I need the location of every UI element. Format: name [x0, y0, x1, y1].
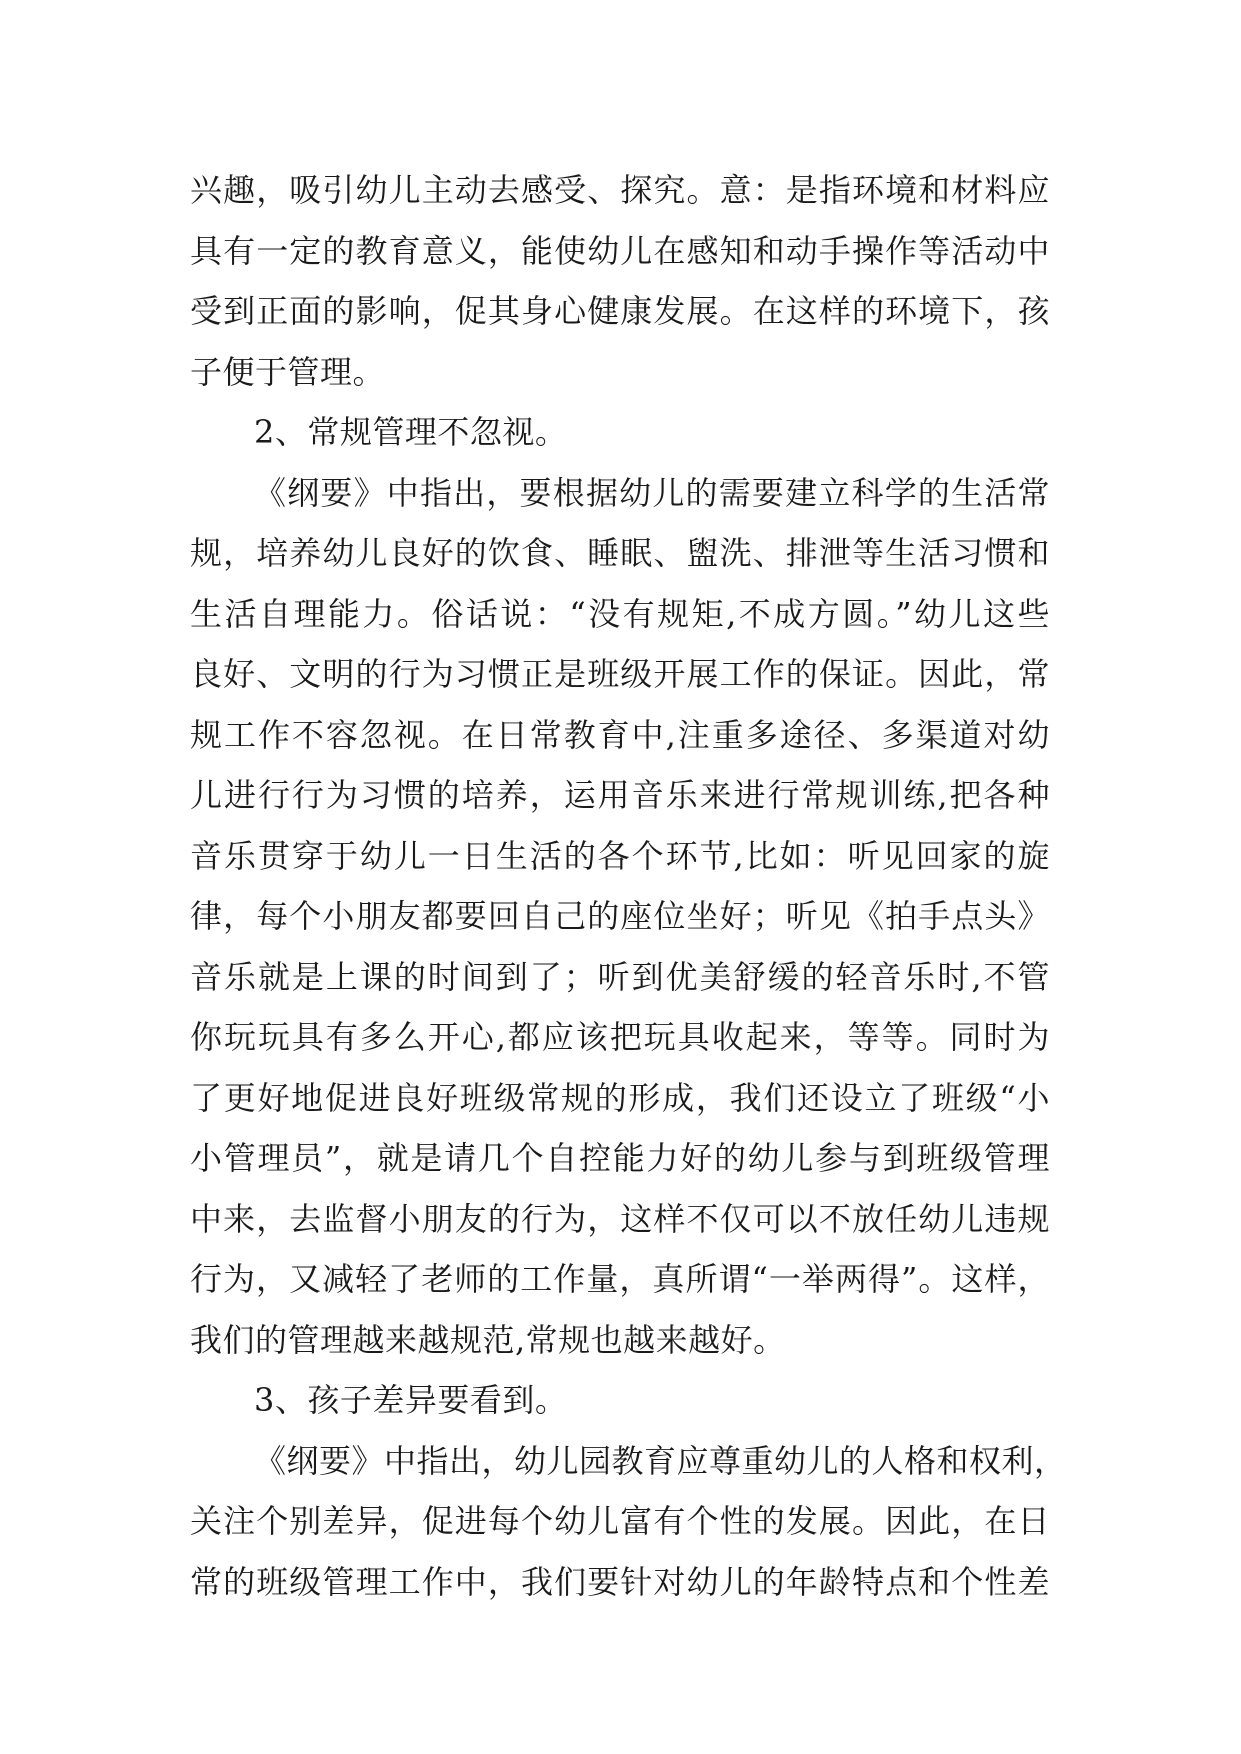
body-line: 音乐贯穿于幼儿一日生活的各个环节,比如：听见回家的旋: [190, 836, 1050, 875]
document-body: [190, 160, 1067, 1612]
body-line: 了更好地促进良好班级常规的形成，我们还设立了班级“小: [190, 1078, 1050, 1117]
body-line: 我们的管理越来越规范,常规也越来越好。: [190, 1320, 786, 1359]
body-line: 兴趣，吸引幼儿主动去感受、探究。意：是指环境和材料应: [190, 171, 1050, 209]
body-line: 你玩玩具有多么开心,都应该把玩具收起来，等等。同时为: [190, 1018, 1050, 1056]
body-line: 常的班级管理工作中，我们要针对幼儿的年龄特点和个性差: [190, 1562, 1050, 1601]
body-line: 关注个别差异，促进每个幼儿富有个性的发展。因此，在日: [190, 1502, 1050, 1540]
paragraph-first-line: 《纲要》中指出，幼儿园教育应尊重幼儿的人格和权利，: [254, 1441, 1067, 1480]
section-heading: 3、孩子差异要看到。: [254, 1381, 568, 1419]
paragraph-first-line: 《纲要》中指出，要根据幼儿的需要建立科学的生活常: [254, 473, 1050, 512]
body-line: 规，培养幼儿良好的饮食、睡眠、盥洗、排泄等生活习惯和: [190, 534, 1050, 572]
body-line: 规工作不容忽视。在日常教育中,注重多途径、多渠道对幼: [190, 715, 1050, 754]
body-line: 小管理员”，就是请几个自控能力好的幼儿参与到班级管理: [190, 1139, 1050, 1177]
section-heading: 2、常规管理不忽视。: [254, 413, 568, 451]
body-line: 律，每个小朋友都要回自己的座位坐好；听见《拍手点头》: [190, 897, 1050, 935]
body-line: 具有一定的教育意义，能使幼儿在感知和动手操作等活动中: [190, 231, 1050, 270]
body-line: 行为，又减轻了老师的工作量，真所谓“一举两得”。这样，: [190, 1260, 1050, 1298]
body-line: 音乐就是上课的时间到了；听到优美舒缓的轻音乐时,不管: [190, 957, 1050, 996]
body-line: 生活自理能力。俗话说：“没有规矩,不成方圆。”幼儿这些: [190, 594, 1050, 633]
body-line: 子便于管理。: [190, 352, 386, 391]
body-line: 良好、文明的行为习惯正是班级开展工作的保证。因此，常: [190, 655, 1050, 693]
body-line: 受到正面的影响，促其身心健康发展。在这样的环境下，孩: [190, 292, 1050, 330]
body-line: 儿进行行为习惯的培养，运用音乐来进行常规训练,把各种: [190, 776, 1050, 814]
body-line: 中来，去监督小朋友的行为，这样不仅可以不放任幼儿违规: [190, 1199, 1050, 1238]
